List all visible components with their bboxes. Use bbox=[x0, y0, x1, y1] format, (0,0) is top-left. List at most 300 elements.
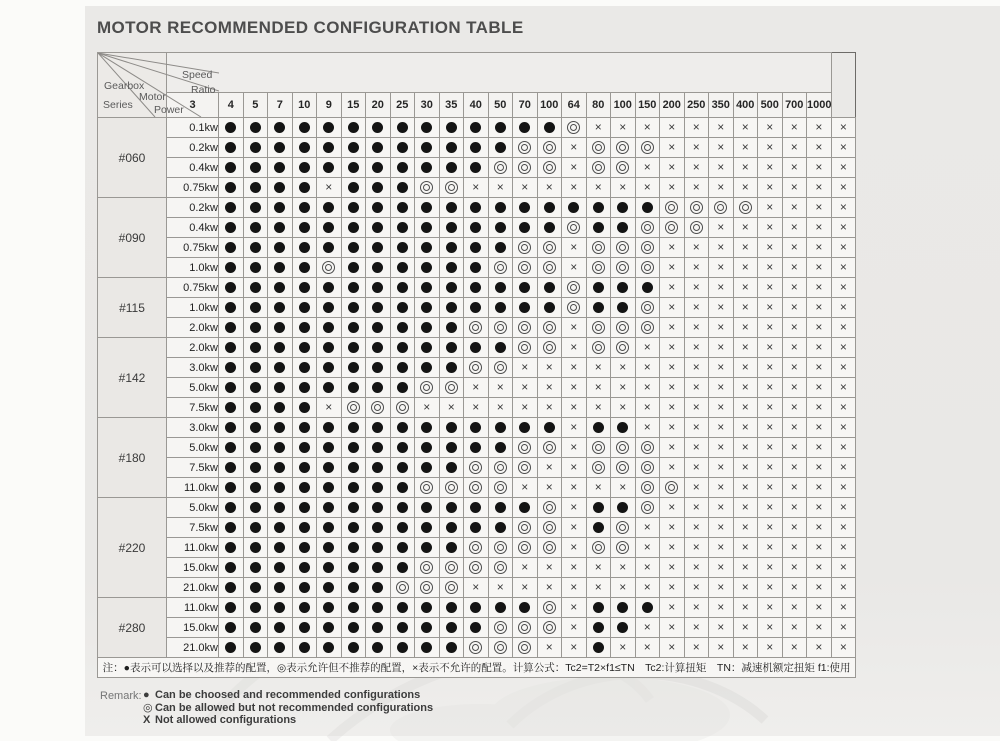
cross-icon: × bbox=[594, 580, 602, 595]
config-cell bbox=[464, 238, 489, 258]
config-cell bbox=[219, 478, 244, 498]
power-cell: 0.75kw bbox=[167, 238, 219, 258]
config-cell bbox=[219, 358, 244, 378]
ring-icon bbox=[494, 481, 507, 494]
dot-icon bbox=[397, 622, 408, 633]
dot-icon bbox=[323, 422, 334, 433]
config-cell bbox=[341, 398, 366, 418]
dot-icon bbox=[225, 282, 236, 293]
cross-icon: × bbox=[668, 440, 676, 455]
table-row bbox=[98, 318, 856, 338]
config-cell bbox=[807, 278, 832, 298]
config-cell bbox=[758, 238, 783, 258]
config-cell bbox=[537, 378, 562, 398]
config-cell bbox=[684, 318, 709, 338]
config-cell bbox=[268, 138, 293, 158]
dot-icon bbox=[323, 322, 334, 333]
config-cell bbox=[317, 358, 342, 378]
config-cell bbox=[341, 158, 366, 178]
dot-icon bbox=[299, 502, 310, 513]
cross-icon: × bbox=[570, 380, 578, 395]
config-cell bbox=[758, 418, 783, 438]
config-cell bbox=[831, 538, 856, 558]
config-cell bbox=[733, 498, 758, 518]
config-cell bbox=[831, 518, 856, 538]
config-cell bbox=[733, 218, 758, 238]
config-cell bbox=[292, 398, 317, 418]
table-row bbox=[98, 578, 856, 598]
config-cell bbox=[684, 578, 709, 598]
dot-icon bbox=[250, 602, 261, 613]
config-cell bbox=[758, 438, 783, 458]
config-cell bbox=[782, 338, 807, 358]
config-cell bbox=[317, 378, 342, 398]
table-row bbox=[98, 558, 856, 578]
dot-icon bbox=[397, 382, 408, 393]
cross-icon: × bbox=[545, 580, 553, 595]
dot-icon bbox=[299, 362, 310, 373]
config-cell bbox=[243, 618, 268, 638]
cross-icon: × bbox=[839, 260, 847, 275]
cross-icon: × bbox=[839, 360, 847, 375]
ring-icon bbox=[641, 261, 654, 274]
dot-icon bbox=[470, 222, 481, 233]
ratio-column-header: 25 bbox=[390, 92, 415, 117]
cross-icon: × bbox=[717, 180, 725, 195]
config-cell bbox=[390, 298, 415, 318]
dot-icon bbox=[225, 142, 236, 153]
dot-icon bbox=[421, 322, 432, 333]
cross-icon: × bbox=[741, 260, 749, 275]
config-cell bbox=[758, 358, 783, 378]
config-cell bbox=[758, 598, 783, 618]
config-cell bbox=[390, 598, 415, 618]
dot-icon bbox=[397, 482, 408, 493]
config-cell bbox=[807, 138, 832, 158]
config-cell bbox=[635, 618, 660, 638]
cross-icon: × bbox=[668, 140, 676, 155]
dot-icon bbox=[323, 242, 334, 253]
dot-icon bbox=[372, 382, 383, 393]
config-cell bbox=[782, 158, 807, 178]
dot-icon bbox=[397, 222, 408, 233]
ratio-column-header: 35 bbox=[439, 92, 464, 117]
config-cell bbox=[807, 518, 832, 538]
dot-icon bbox=[299, 462, 310, 473]
cross-icon: × bbox=[668, 260, 676, 275]
cross-icon: × bbox=[717, 400, 725, 415]
config-cell bbox=[782, 138, 807, 158]
power-cell: 0.2kw bbox=[167, 198, 219, 218]
dot-icon bbox=[250, 642, 261, 653]
config-cell bbox=[268, 538, 293, 558]
dot-icon bbox=[642, 282, 653, 293]
config-cell bbox=[635, 358, 660, 378]
config-cell bbox=[219, 598, 244, 618]
config-cell bbox=[586, 418, 611, 438]
dot-icon bbox=[299, 442, 310, 453]
config-cell bbox=[635, 398, 660, 418]
cross-icon: × bbox=[790, 600, 798, 615]
dot-icon bbox=[323, 162, 334, 173]
dot-icon bbox=[593, 642, 604, 653]
config-cell bbox=[586, 118, 611, 138]
config-cell bbox=[684, 618, 709, 638]
config-cell bbox=[611, 158, 636, 178]
ring-icon bbox=[543, 321, 556, 334]
config-cell bbox=[660, 438, 685, 458]
cross-icon: × bbox=[619, 640, 627, 655]
dot-icon bbox=[642, 202, 653, 213]
ring-icon bbox=[494, 361, 507, 374]
ring-icon bbox=[543, 261, 556, 274]
remark-item bbox=[143, 702, 703, 715]
dot-icon bbox=[470, 442, 481, 453]
cross-icon: × bbox=[790, 520, 798, 535]
config-cell bbox=[439, 538, 464, 558]
cross-icon: × bbox=[594, 360, 602, 375]
cross-icon: × bbox=[766, 220, 774, 235]
config-cell bbox=[807, 398, 832, 418]
ratio-column-header: 150 bbox=[635, 92, 660, 117]
cross-icon: × bbox=[839, 480, 847, 495]
ring-icon bbox=[567, 221, 580, 234]
config-cell bbox=[317, 638, 342, 658]
config-cell bbox=[758, 158, 783, 178]
config-cell bbox=[635, 538, 660, 558]
config-cell bbox=[317, 218, 342, 238]
config-cell bbox=[292, 118, 317, 138]
config-cell bbox=[415, 218, 440, 238]
dot-icon bbox=[421, 202, 432, 213]
config-cell bbox=[366, 578, 391, 598]
config-cell bbox=[488, 298, 513, 318]
dot-icon bbox=[372, 462, 383, 473]
config-cell bbox=[611, 538, 636, 558]
config-cell bbox=[341, 198, 366, 218]
dot-icon bbox=[397, 262, 408, 273]
config-cell bbox=[464, 138, 489, 158]
dot-icon bbox=[470, 342, 481, 353]
dot-icon bbox=[446, 322, 457, 333]
dot-icon bbox=[446, 202, 457, 213]
dot-icon bbox=[348, 322, 359, 333]
config-cell bbox=[243, 398, 268, 418]
dot-icon bbox=[225, 622, 236, 633]
cross-icon: × bbox=[839, 380, 847, 395]
config-cell bbox=[243, 278, 268, 298]
config-cell bbox=[366, 378, 391, 398]
config-cell bbox=[807, 198, 832, 218]
config-cell bbox=[537, 398, 562, 418]
config-cell bbox=[733, 638, 758, 658]
cross-icon: × bbox=[741, 220, 749, 235]
ring-icon bbox=[445, 481, 458, 494]
config-cell bbox=[758, 278, 783, 298]
config-cell bbox=[317, 158, 342, 178]
cross-icon: × bbox=[668, 420, 676, 435]
cross-icon: × bbox=[545, 380, 553, 395]
config-cell bbox=[292, 298, 317, 318]
ring-icon bbox=[469, 321, 482, 334]
cross-icon: × bbox=[692, 500, 700, 515]
config-cell bbox=[586, 258, 611, 278]
config-cell bbox=[219, 378, 244, 398]
config-cell bbox=[390, 238, 415, 258]
dot-icon bbox=[372, 622, 383, 633]
remark-list bbox=[143, 689, 703, 727]
cross-icon: × bbox=[790, 380, 798, 395]
dot-icon bbox=[299, 342, 310, 353]
dot-icon bbox=[470, 622, 481, 633]
dot-icon bbox=[495, 342, 506, 353]
config-cell bbox=[635, 518, 660, 538]
ring-icon bbox=[469, 541, 482, 554]
config-cell bbox=[513, 158, 538, 178]
config-cell bbox=[390, 218, 415, 238]
config-cell bbox=[488, 578, 513, 598]
cross-icon: × bbox=[839, 220, 847, 235]
cross-icon: × bbox=[815, 540, 823, 555]
ring-icon bbox=[494, 161, 507, 174]
config-cell bbox=[709, 518, 734, 538]
config-cell bbox=[464, 178, 489, 198]
config-cell bbox=[586, 578, 611, 598]
dot-icon bbox=[250, 342, 261, 353]
config-cell bbox=[439, 358, 464, 378]
config-cell bbox=[586, 378, 611, 398]
cross-icon: × bbox=[766, 500, 774, 515]
dot-icon bbox=[225, 162, 236, 173]
remark-text: Can be allowed but not recommended configurations bbox=[155, 701, 434, 714]
cross-icon: × bbox=[643, 420, 651, 435]
config-cell bbox=[831, 358, 856, 378]
config-cell bbox=[243, 238, 268, 258]
config-cell bbox=[219, 218, 244, 238]
config-cell bbox=[611, 458, 636, 478]
config-cell bbox=[635, 258, 660, 278]
config-cell bbox=[243, 158, 268, 178]
config-cell bbox=[807, 258, 832, 278]
dot-icon bbox=[421, 462, 432, 473]
dot-icon bbox=[299, 262, 310, 273]
dot-icon bbox=[225, 522, 236, 533]
cross-icon: × bbox=[545, 480, 553, 495]
cross-icon: × bbox=[570, 540, 578, 555]
config-cell bbox=[562, 558, 587, 578]
config-cell bbox=[415, 298, 440, 318]
config-cell bbox=[464, 458, 489, 478]
config-cell bbox=[415, 258, 440, 278]
cross-icon: × bbox=[496, 380, 504, 395]
cross-icon: × bbox=[717, 560, 725, 575]
config-cell bbox=[586, 218, 611, 238]
dot-icon bbox=[372, 562, 383, 573]
config-cell bbox=[586, 438, 611, 458]
config-cell bbox=[219, 618, 244, 638]
config-cell bbox=[684, 438, 709, 458]
config-cell bbox=[292, 138, 317, 158]
dot-icon bbox=[348, 622, 359, 633]
table-row bbox=[98, 398, 856, 418]
config-cell bbox=[317, 138, 342, 158]
dot-icon bbox=[421, 262, 432, 273]
cross-icon: × bbox=[545, 460, 553, 475]
dot-icon bbox=[372, 342, 383, 353]
series-cell: #060 bbox=[98, 118, 167, 198]
cross-icon: × bbox=[815, 560, 823, 575]
config-cell bbox=[733, 238, 758, 258]
config-cell bbox=[586, 138, 611, 158]
config-cell bbox=[611, 238, 636, 258]
dot-icon bbox=[323, 562, 334, 573]
config-cell bbox=[635, 118, 660, 138]
dot-icon bbox=[299, 562, 310, 573]
config-cell bbox=[488, 378, 513, 398]
ring-icon bbox=[690, 201, 703, 214]
config-cell bbox=[268, 478, 293, 498]
ring-icon bbox=[494, 261, 507, 274]
cross-icon: × bbox=[839, 420, 847, 435]
cross-icon: × bbox=[766, 300, 774, 315]
config-cell bbox=[611, 518, 636, 538]
config-cell bbox=[782, 118, 807, 138]
dot-icon bbox=[323, 582, 334, 593]
config-cell bbox=[611, 358, 636, 378]
ring-icon bbox=[592, 541, 605, 554]
config-cell bbox=[709, 378, 734, 398]
ring-icon bbox=[616, 141, 629, 154]
ring-icon bbox=[665, 221, 678, 234]
dot-icon bbox=[274, 562, 285, 573]
config-cell bbox=[684, 478, 709, 498]
cross-icon: × bbox=[790, 360, 798, 375]
config-cell bbox=[586, 518, 611, 538]
cross-icon: × bbox=[692, 580, 700, 595]
dot-icon bbox=[470, 522, 481, 533]
config-cell bbox=[513, 218, 538, 238]
config-cell bbox=[341, 558, 366, 578]
cross-icon: × bbox=[717, 500, 725, 515]
dot-icon bbox=[323, 342, 334, 353]
config-cell bbox=[415, 618, 440, 638]
config-cell bbox=[488, 418, 513, 438]
cross-icon: × bbox=[815, 140, 823, 155]
dot-icon bbox=[372, 602, 383, 613]
ratio-column-header: 7 bbox=[268, 92, 293, 117]
cross-icon: × bbox=[570, 180, 578, 195]
cross-icon: × bbox=[692, 240, 700, 255]
dot-icon bbox=[250, 222, 261, 233]
cross-icon: × bbox=[643, 160, 651, 175]
cross-icon: × bbox=[790, 440, 798, 455]
dot-icon bbox=[348, 602, 359, 613]
dot-icon bbox=[544, 122, 555, 133]
dot-icon bbox=[519, 202, 530, 213]
config-cell bbox=[488, 398, 513, 418]
corner-label-power: Power bbox=[154, 104, 184, 116]
dot-icon bbox=[225, 402, 236, 413]
config-cell bbox=[292, 338, 317, 358]
ratio-column-header: 350 bbox=[709, 92, 734, 117]
config-cell bbox=[415, 158, 440, 178]
dot-icon bbox=[323, 502, 334, 513]
config-cell bbox=[513, 638, 538, 658]
dot-icon bbox=[225, 602, 236, 613]
config-cell bbox=[562, 298, 587, 318]
power-cell: 15.0kw bbox=[167, 558, 219, 578]
config-cell bbox=[317, 458, 342, 478]
ring-icon bbox=[592, 341, 605, 354]
config-cell bbox=[268, 278, 293, 298]
config-cell bbox=[464, 298, 489, 318]
cross-icon: × bbox=[766, 380, 774, 395]
config-cell bbox=[807, 418, 832, 438]
dot-icon bbox=[593, 202, 604, 213]
config-cell bbox=[366, 178, 391, 198]
ring-icon bbox=[592, 321, 605, 334]
config-cell bbox=[341, 238, 366, 258]
dot-icon bbox=[372, 502, 383, 513]
cross-icon: × bbox=[839, 540, 847, 555]
ring-icon bbox=[445, 381, 458, 394]
config-cell bbox=[219, 638, 244, 658]
config-cell bbox=[684, 598, 709, 618]
ring-icon bbox=[616, 461, 629, 474]
config-cell bbox=[292, 358, 317, 378]
dot-icon bbox=[372, 442, 383, 453]
config-cell bbox=[366, 198, 391, 218]
config-cell bbox=[733, 138, 758, 158]
dot-icon bbox=[274, 402, 285, 413]
ring-icon bbox=[543, 541, 556, 554]
corner-label-speed: Speed bbox=[182, 69, 213, 81]
cross-icon: × bbox=[815, 620, 823, 635]
config-cell bbox=[513, 378, 538, 398]
ring-icon bbox=[665, 481, 678, 494]
ratio-column-header: 400 bbox=[733, 92, 758, 117]
config-cell bbox=[611, 318, 636, 338]
cross-icon: × bbox=[692, 480, 700, 495]
config-cell bbox=[684, 258, 709, 278]
cross-icon: × bbox=[619, 120, 627, 135]
dot-icon bbox=[421, 242, 432, 253]
config-cell bbox=[684, 398, 709, 418]
config-cell bbox=[733, 418, 758, 438]
config-cell bbox=[709, 138, 734, 158]
config-cell bbox=[341, 638, 366, 658]
cross-icon: × bbox=[790, 220, 798, 235]
config-cell bbox=[611, 478, 636, 498]
cross-icon: × bbox=[766, 240, 774, 255]
config-cell bbox=[586, 558, 611, 578]
config-cell bbox=[464, 578, 489, 598]
dot-icon bbox=[372, 202, 383, 213]
dot-icon bbox=[348, 122, 359, 133]
config-cell bbox=[341, 178, 366, 198]
dot-icon bbox=[397, 242, 408, 253]
ratio-column-header: 70 bbox=[513, 92, 538, 117]
header-empty-strip bbox=[167, 53, 832, 93]
dot-icon bbox=[470, 422, 481, 433]
dot-icon bbox=[397, 302, 408, 313]
config-cell bbox=[488, 158, 513, 178]
config-cell bbox=[243, 458, 268, 478]
dot-icon bbox=[299, 602, 310, 613]
dot-icon bbox=[250, 502, 261, 513]
config-cell bbox=[292, 198, 317, 218]
config-cell bbox=[366, 518, 391, 538]
